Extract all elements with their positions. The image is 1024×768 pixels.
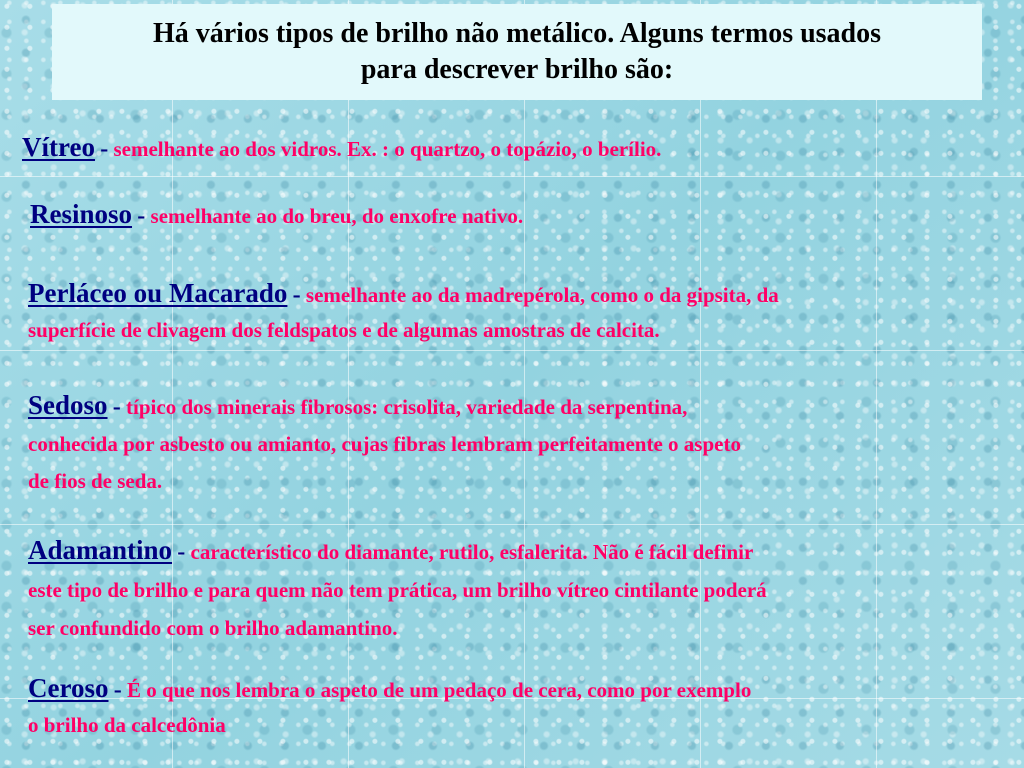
description-line: de fios de seda. (28, 469, 163, 493)
description-line: superfície de clivagem dos feldspatos e de algumas amostras de calcita. (28, 318, 660, 342)
term-ceroso: Ceroso (28, 673, 109, 703)
luster-entry-perlaceo (28, 276, 779, 348)
description-line: É o que nos lembra o aspeto de um pedaço de cera, como por exemplo (127, 678, 752, 702)
background-grid-line (172, 0, 173, 768)
slide-title (52, 4, 982, 100)
description-line: o brilho da calcedônia (28, 713, 226, 737)
term-separator: - (113, 677, 122, 703)
background-grid-line (0, 350, 1024, 351)
term-sedoso: Sedoso (28, 390, 108, 420)
luster-entry-ceroso (28, 671, 751, 743)
background-grid-line (524, 0, 525, 768)
term-separator: - (177, 539, 186, 565)
background-grid-line (348, 0, 349, 768)
background-grid-line (0, 524, 1024, 525)
luster-entry-sedoso (28, 387, 741, 500)
luster-entry-adamantino (28, 531, 767, 647)
term-separator: - (112, 394, 121, 420)
description-line: semelhante ao dos vidros. Ex. : o quartzo, o topázio, o berílio. (113, 137, 662, 161)
term-separator: - (137, 203, 146, 229)
term-separator: - (292, 282, 301, 308)
description-line: este tipo de brilho e para quem não tem prática, um brilho vítreo cintilante poderá (28, 578, 767, 602)
term-perlaceo: Perláceo ou Macarado (28, 278, 288, 308)
description-line: semelhante ao do breu, do enxofre nativo. (150, 204, 524, 228)
slide-title-line-2: para descrever brilho são: (360, 54, 674, 85)
description-line: ser confundido com o brilho adamantino. (28, 616, 398, 640)
description-line: típico dos minerais fibrosos: crisolita, variedade da serpentina, (126, 395, 688, 419)
luster-entry-vitreo (22, 130, 661, 167)
description-line: semelhante ao da madrepérola, como o da gipsita, da (305, 283, 779, 307)
background-grid-line (0, 176, 1024, 177)
term-vitreo: Vítreo (22, 132, 95, 162)
background-grid-line (876, 0, 877, 768)
background-grid-line (700, 0, 701, 768)
description-line: característico do diamante, rutilo, esfalerita. Não é fácil definir (190, 540, 754, 564)
description-line: conhecida por asbesto ou amianto, cujas fibras lembram perfeitamente o aspeto (28, 432, 741, 456)
slide-title-line-1: Há vários tipos de brilho não metálico. Alguns termos usados (152, 18, 882, 49)
luster-entry-resinoso (30, 197, 523, 234)
term-separator: - (100, 136, 109, 162)
term-resinoso: Resinoso (30, 199, 133, 229)
term-adamantino: Adamantino (28, 535, 173, 565)
